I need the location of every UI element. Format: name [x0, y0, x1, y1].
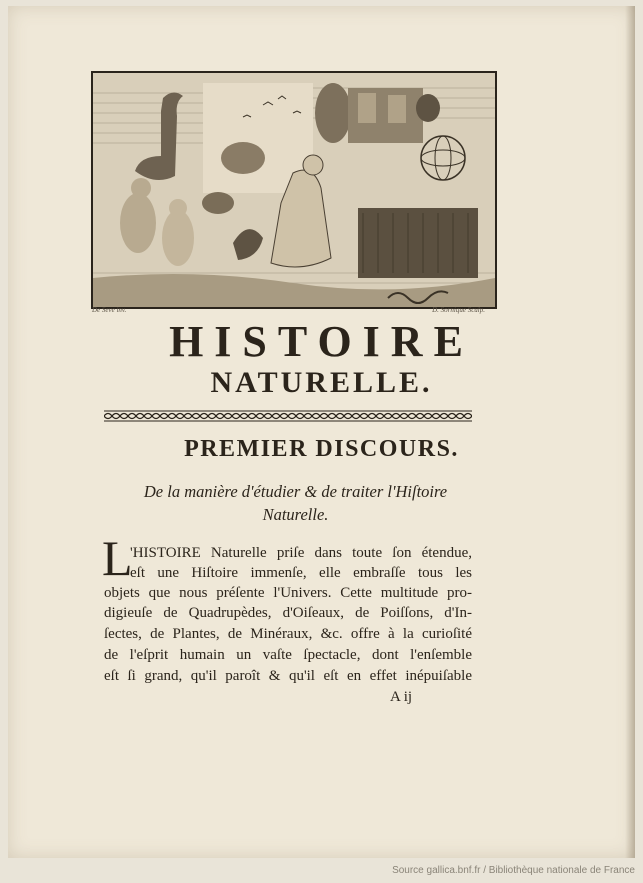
engraving-credit-engraver: D. Sornique Sculp. [432, 306, 485, 314]
signature-mark: A ij [390, 689, 413, 705]
title-line-histoire: HISTOIRE [169, 317, 474, 366]
subtitle-line-2: Naturelle. [262, 505, 329, 524]
body-line-4: digieuſe de Quadrupèdes, d'Oiſeaux, de Poiſſons, d'In- [104, 605, 472, 621]
title-line-naturelle: NATURELLE. [210, 366, 433, 399]
body-line-6: de l'eſprit humain un vaſte ſpectacle, dont l'enſemble [104, 647, 472, 663]
ornament-rule [104, 409, 472, 423]
body-line-1: 'HISTOIRE Naturelle priſe dans toute ſon étendue, [130, 545, 472, 561]
discours-subtitle [103, 480, 488, 526]
drop-cap: L [102, 530, 133, 586]
body-line-2: eſt une Hiſtoire immenſe, elle embraſſe tous les [130, 565, 472, 581]
body-line-3: objets que nous préſente l'Univers. Cette multitude pro- [104, 585, 472, 601]
frontispiece-engraving [91, 71, 497, 309]
engraving-illustration [93, 73, 495, 307]
body-line-5: ſectes, de Plantes, de Minéraux, &c. offre à la curioſité [104, 626, 472, 642]
subtitle-line-1: De la manière d'étudier & de traiter l'Hiſtoire [143, 482, 448, 501]
book-page [8, 6, 635, 858]
engraving-credit-designer: De Seve inv. [92, 306, 127, 314]
body-line-7: eſt ſi grand, qu'il paroît & qu'il eſt en effet inépuiſable [104, 668, 472, 684]
discours-heading: PREMIER DISCOURS. [184, 436, 459, 462]
source-credit: Source gallica.bnf.fr / Bibliothèque nationale de France [392, 865, 635, 876]
